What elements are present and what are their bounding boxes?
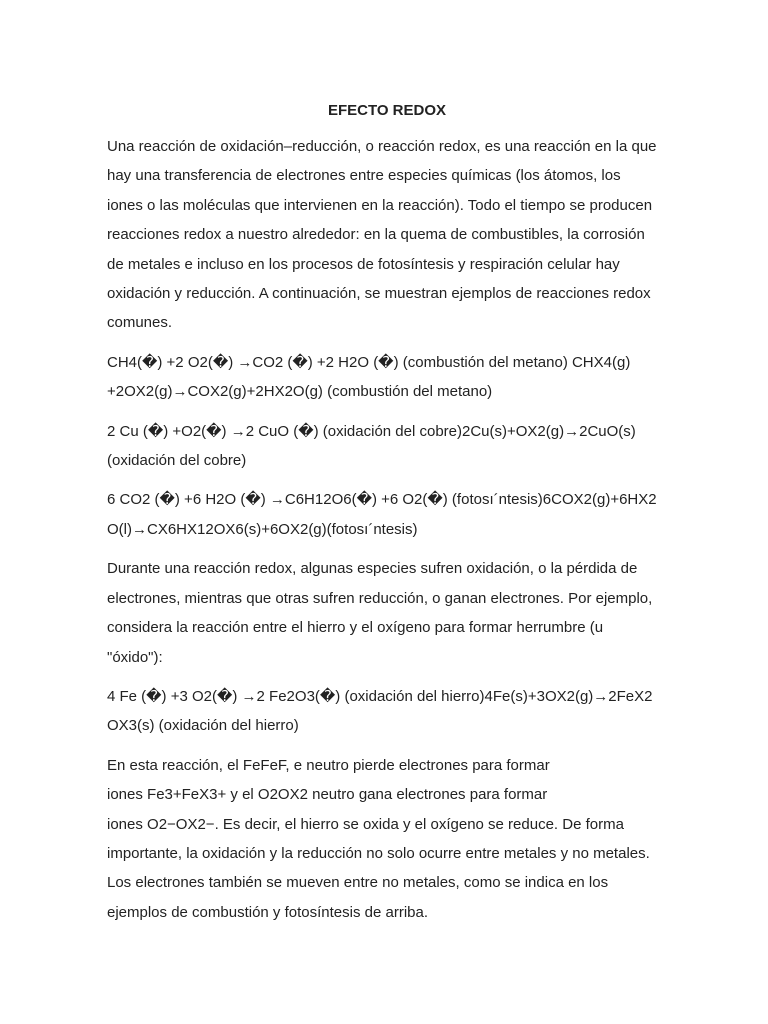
text-line: oxidación y reducción. A continuación, se muestran ejemplos de reacciones redox [107,285,651,303]
paragraph-methane-equation [107,348,667,407]
paragraph-copper-equation [107,417,667,476]
text-line: "óxido"): [107,648,163,666]
text-line: 2 Cu (�) +O2(�) →2 CuO (�) (oxidación del cobre)2Cu(s)+OX2(g)→2CuO(s) [107,422,636,440]
paragraph-photosynthesis-equation [107,485,667,544]
text-line: iones o las moléculas que intervienen en la reacción). Todo el tiempo se producen [107,196,653,214]
text-line: CH4(�) +2 O2(�) →CO2 (�) +2 H2O (�) (combustión del metano) CHX4(g) [107,353,631,371]
paragraph-intro [107,132,667,338]
text-line: (oxidación del cobre) [107,452,247,470]
text-line: importante, la oxidación y la reducción no solo ocurre entre metales y no metales. [107,844,650,862]
text-line: En esta reacción, el FeFeF, e neutro pierde electrones para formar [107,756,550,774]
text-line: 4 Fe (�) +3 O2(�) →2 Fe2O3(�) (oxidación del hierro)4Fe(s)+3OX2(g)→2FeX2 [107,687,653,705]
text-line: electrones, mientras que otras sufren reducción, o ganan electrones. Por ejemplo, [107,589,653,607]
text-line: 6 CO2 (�) +6 H2O (�) →C6H12O6(�) +6 O2(�) (fotosı´ntesis)6COX2(g)+6HX2 [107,491,657,509]
document-page [107,100,667,937]
text-line: iones Fe3+FeX3+ y el O2OX2 neutro gana electrones para formar [107,786,548,804]
paragraph-redox-explanation [107,554,667,672]
text-line: reacciones redox a nuestro alrededor: en la quema de combustibles, la corrosión [107,226,645,244]
text-line: +2OX2(g)→COX2(g)+2HX2O(g) (combustión del metano) [107,383,493,401]
text-line: iones O2−OX2−. Es decir, el hierro se oxida y el oxígeno se reduce. De forma [107,815,624,833]
document-title: EFECTO REDOX [327,102,447,119]
text-line: Una reacción de oxidación–reducción, o reacción redox, es una reacción en la que [107,138,657,155]
paragraph-iron-equation [107,682,667,741]
text-line: O(l)→CX6HX12OX6(s)+6OX2(g)(fotosı´ntesis) [107,520,418,538]
text-line: considera la reacción entre el hierro y el oxígeno para formar herrumbre (u [107,619,604,637]
text-line: OX3(s) (oxidación del hierro) [107,717,299,735]
text-line: de metales e incluso en los procesos de fotosíntesis y respiración celular hay [107,255,620,273]
text-line: Los electrones también se mueven entre no metales, como se indica en los [107,874,609,892]
text-line: Durante una reacción redox, algunas especies sufren oxidación, o la pérdida de [107,560,638,578]
paragraph-conclusion [107,751,667,927]
text-line: ejemplos de combustión y fotosíntesis de arriba. [107,903,428,921]
text-line: comunes. [107,314,173,332]
text-line: hay una transferencia de electrones entre especies químicas (los átomos, los [107,167,621,185]
